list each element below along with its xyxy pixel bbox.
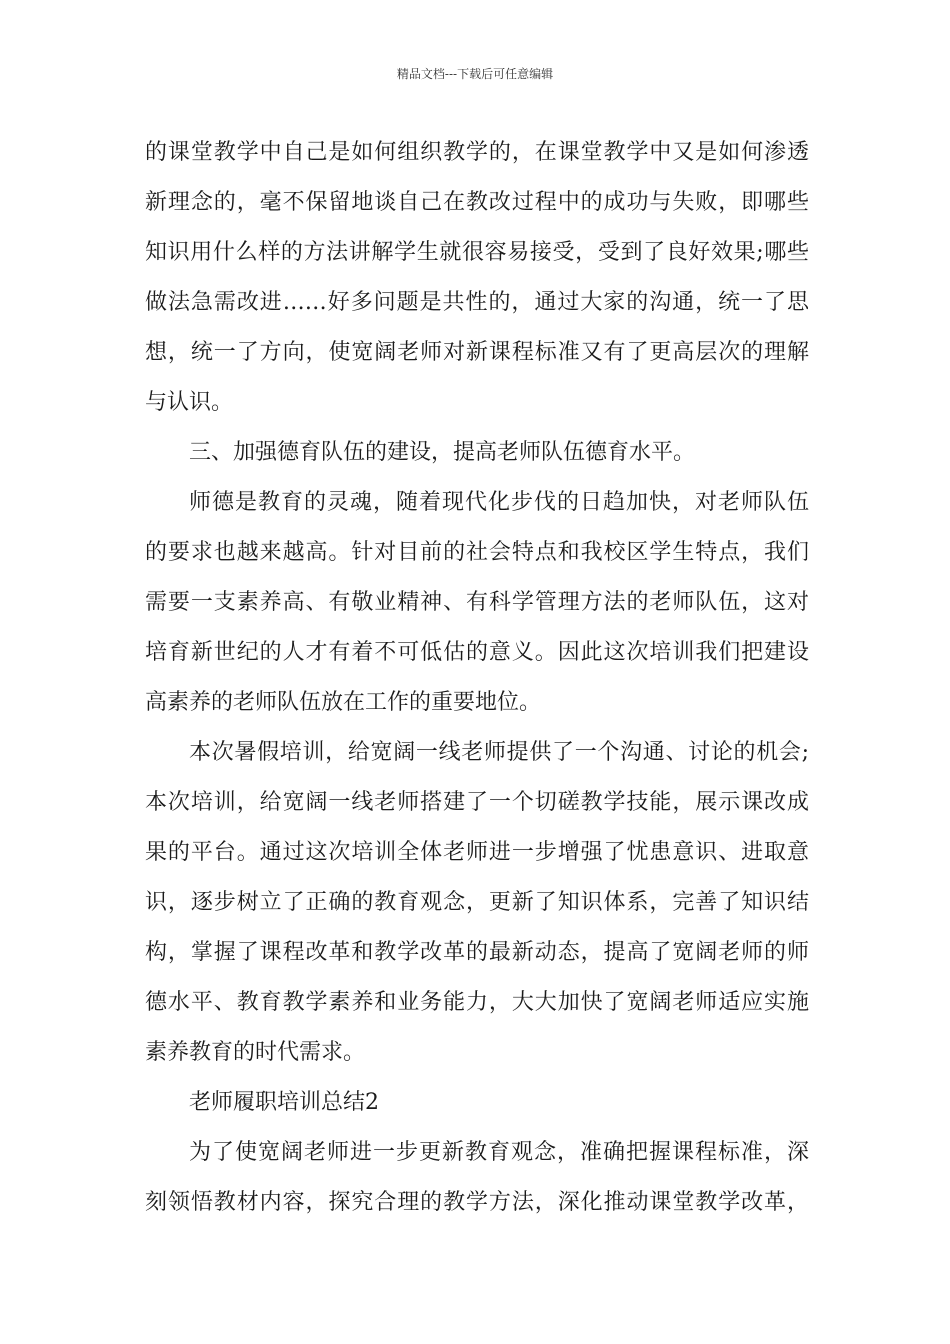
paragraph-line: 培育新世纪的人才有着不可低估的意义。因此这次培训我们把建设	[145, 640, 809, 665]
paragraph-line: 新理念的，毫不保留地谈自己在教改过程中的成功与失败，即哪些	[145, 190, 809, 215]
paragraph-line: 本次培训，给宽阔一线老师搭建了一个切磋教学技能，展示课改成	[145, 790, 809, 815]
paragraph-line: 构，掌握了课程改革和教学改革的最新动态，提高了宽阔老师的师	[145, 940, 809, 965]
paragraph-line: 素养教育的时代需求。	[145, 1040, 366, 1065]
section-heading: 三、加强德育队伍的建设，提高老师队伍德育水平。	[189, 440, 696, 465]
paragraph-line: 刻领悟教材内容，探究合理的教学方法，深化推动课堂教学改革，	[145, 1190, 809, 1215]
paragraph-line: 高素养的老师队伍放在工作的重要地位。	[145, 690, 542, 715]
paragraph-line: 师德是教育的灵魂，随着现代化步伐的日趋加快，对老师队伍	[189, 490, 809, 515]
paragraph-line: 做法急需改进……好多问题是共性的，通过大家的沟通，统一了思	[145, 290, 809, 315]
paragraph-line: 需要一支素养高、有敬业精神、有科学管理方法的老师队伍，这对	[145, 590, 809, 615]
section-title: 老师履职培训总结2	[189, 1090, 379, 1115]
paragraph-line: 德水平、教育教学素养和业务能力，大大加快了宽阔老师适应实施	[145, 990, 809, 1015]
paragraph-line: 的课堂教学中自己是如何组织教学的，在课堂教学中又是如何渗透	[145, 140, 809, 165]
document-body	[145, 128, 809, 1228]
paragraph-line: 知识用什么样的方法讲解学生就很容易接受，受到了良好效果;哪些	[145, 240, 809, 265]
paragraph-line: 为了使宽阔老师进一步更新教育观念，准确把握课程标准，深	[189, 1140, 809, 1165]
page-header: 精品文档---下载后可任意编辑	[396, 67, 554, 81]
paragraph-line: 与认识。	[145, 390, 234, 415]
paragraph-line: 本次暑假培训，给宽阔一线老师提供了一个沟通、讨论的机会;	[189, 740, 809, 765]
paragraph-line: 想，统一了方向，使宽阔老师对新课程标准又有了更高层次的理解	[145, 340, 809, 365]
paragraph-line: 果的平台。通过这次培训全体老师进一步增强了忧患意识、进取意	[145, 840, 809, 865]
paragraph-line: 识，逐步树立了正确的教育观念，更新了知识体系，完善了知识结	[145, 890, 809, 915]
paragraph-line: 的要求也越来越高。针对目前的社会特点和我校区学生特点，我们	[145, 540, 809, 565]
